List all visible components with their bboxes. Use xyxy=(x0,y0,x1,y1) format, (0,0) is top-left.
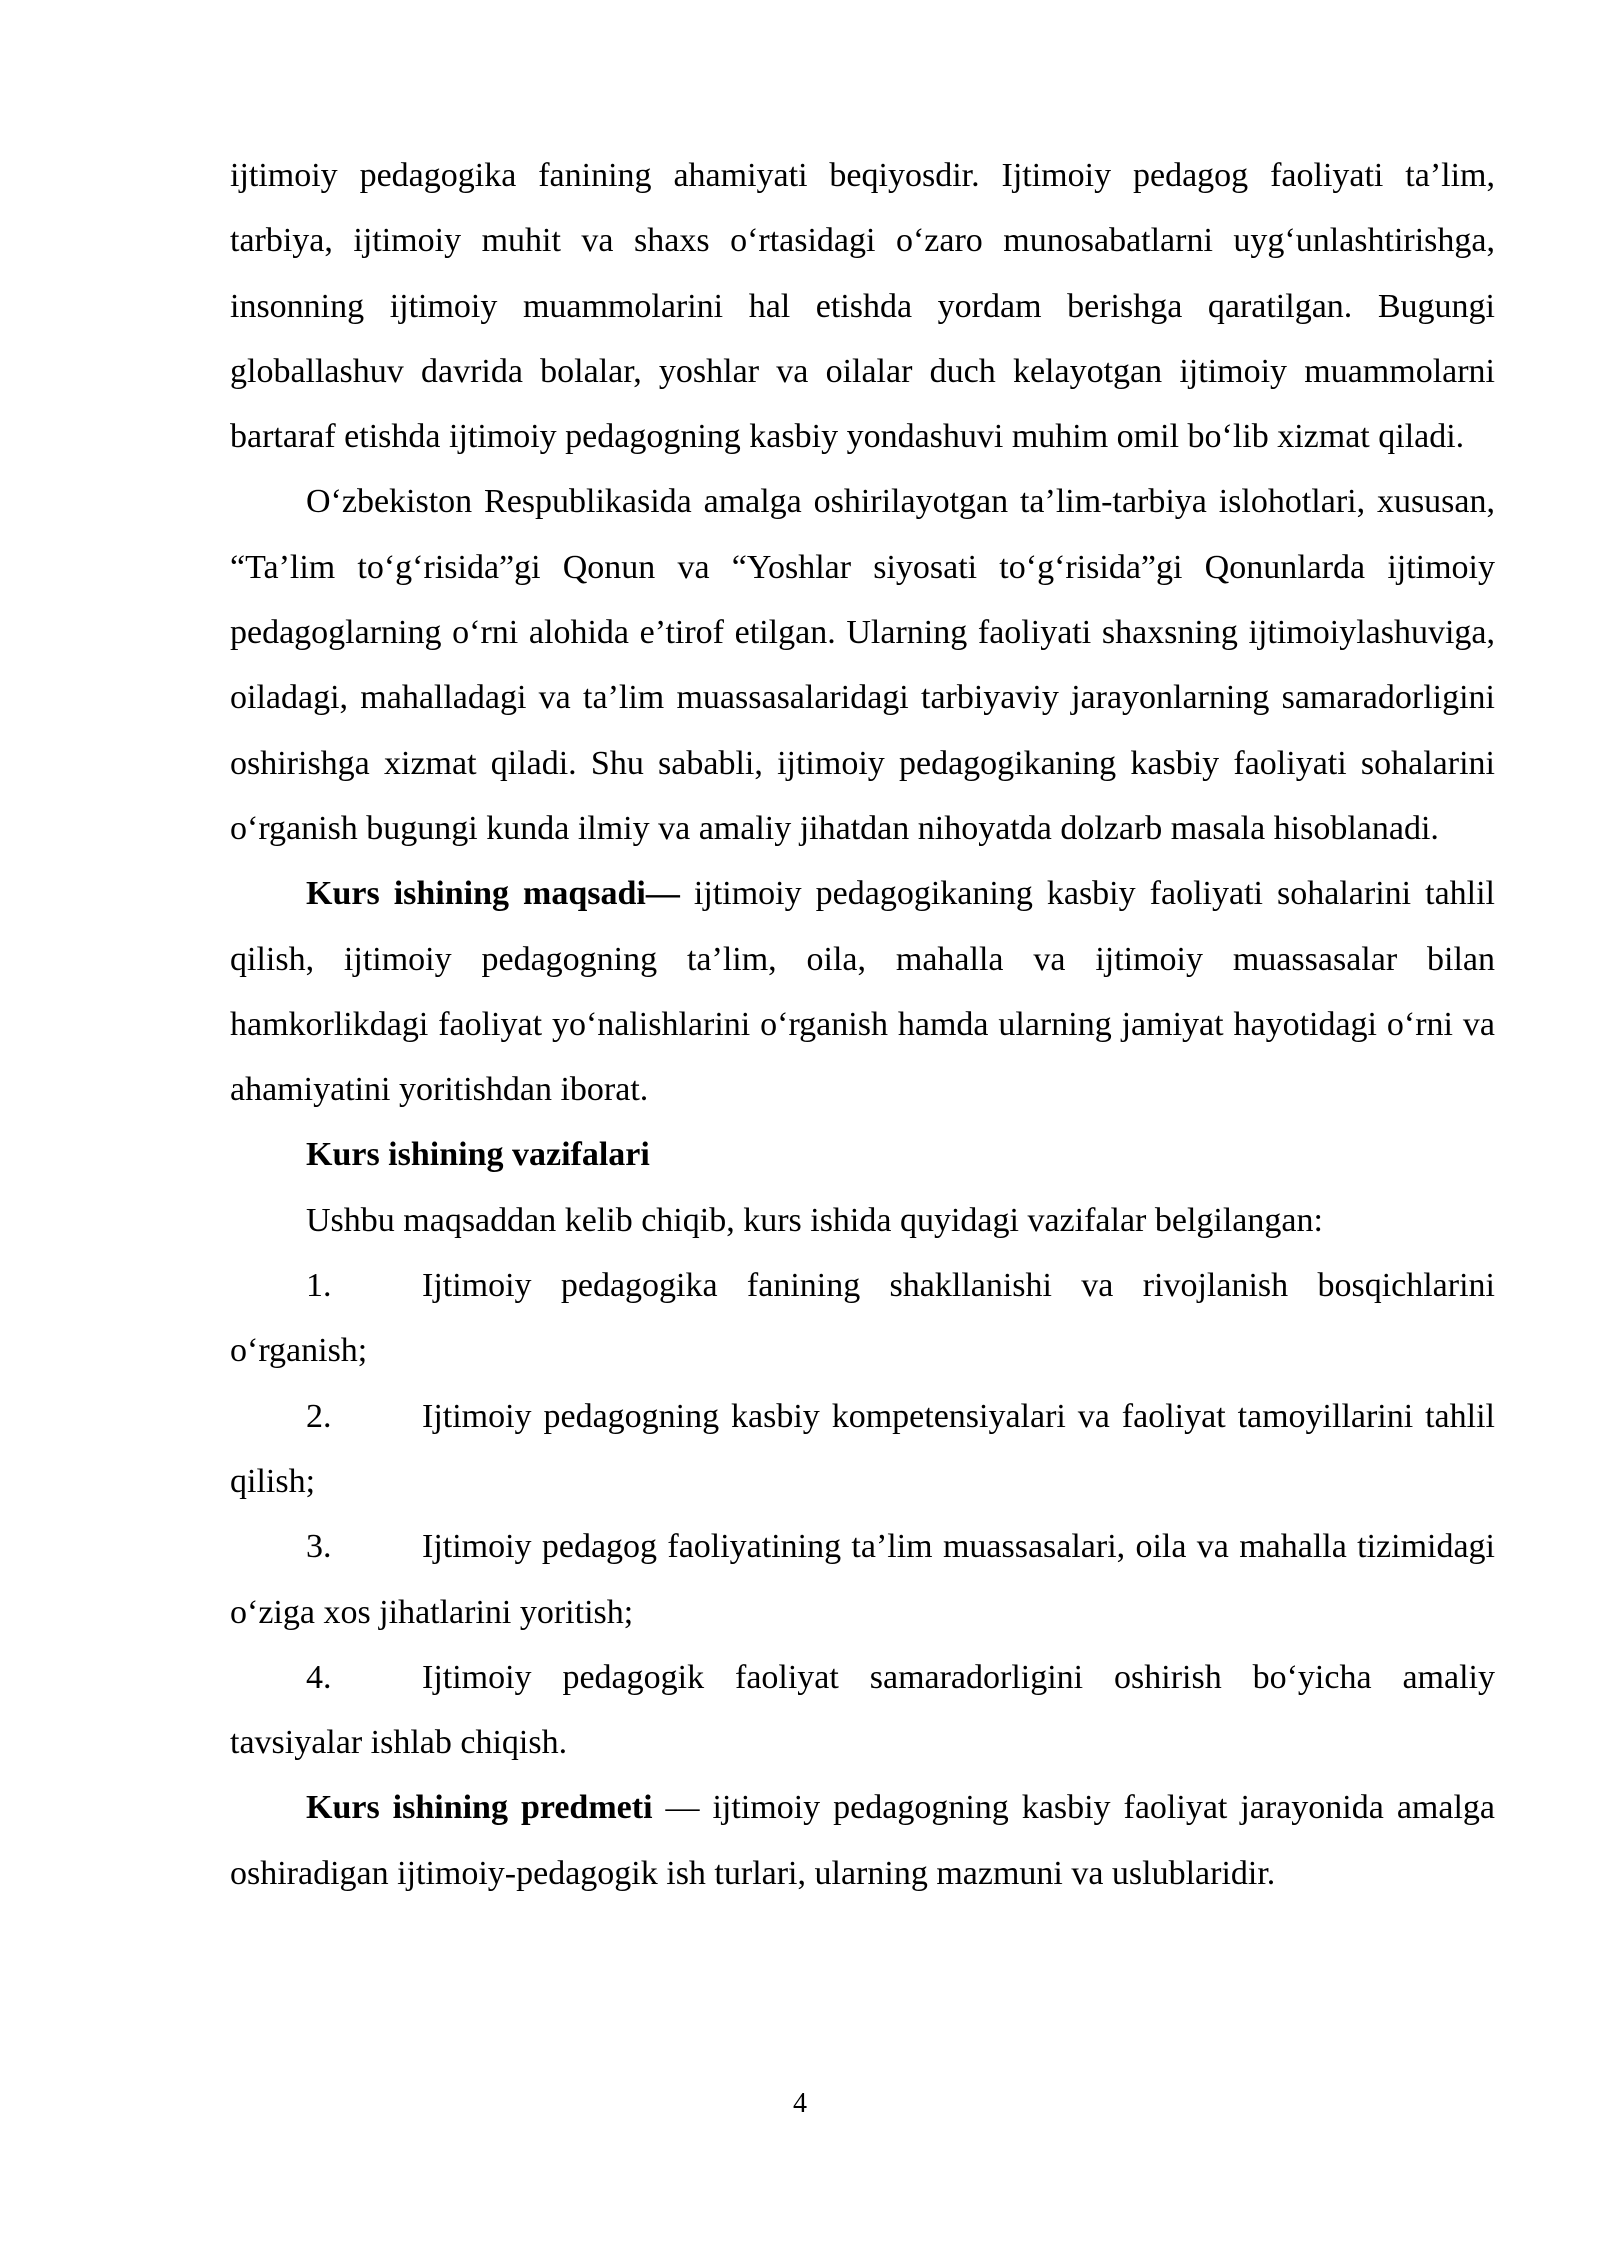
page-number: 4 xyxy=(793,2088,807,2119)
subject-text: — ijtimoiy pedagogning kasbiy faoliyat jarayonida amalga oshiradigan ijtimoiy-pedagogik ish turlari, ularning mazmuni va uslublaridir. xyxy=(230,1789,1495,1892)
paragraph-legislation: O‘zbekiston Respublikasida amalga oshirilayotgan ta’lim-tarbiya islohotlari, xususan, “Ta’lim to‘g‘risida”gi Qonun va “Yoshlar siyosati to‘g‘risida”gi Qonunlarda ijtimoiy pedagoglarning o‘rni alohida e’tirof etilgan. Ularning faoliyati shaxsning ijtimoiylashuviga, oiladagi, mahalladagi va ta’lim muassasalaridagi tarbiyaviy jarayonlarning samaradorligini oshirishga xizmat qiladi. Shu sababli, ijtimoiy pedagogikaning kasbiy faoliyati sohalarini o‘rganish bugungi kunda ilmiy va amaliy jihatdan nihoyatda dolzarb masala hisoblanadi. xyxy=(230,483,1495,847)
task-number: 3. xyxy=(306,1528,332,1566)
paragraph-goal xyxy=(230,861,1495,1122)
tasks-intro: Ushbu maqsaddan kelib chiqib, kurs ishida quyidagi vazifalar belgilangan: xyxy=(306,1201,1323,1239)
task-item-3 xyxy=(230,1514,1495,1645)
task-number: 1. xyxy=(306,1267,332,1305)
paragraph-intro-continuation: ijtimoiy pedagogika fanining ahamiyati beqiyosdir. Ijtimoiy pedagog faoliyati ta’lim, tarbiya, ijtimoiy muhit va shaxs o‘rtasidagi o‘zaro munosabatlarni uyg‘unlashtirishga, insonning ijtimoiy muammolarini hal etishda yordam berishga qaratilgan. Bugungi globallashuv davrida bolalar, yoshlar va oilalar duch kelayotgan ijtimoiy muammolarni bartaraf etishda ijtimoiy pedagogning kasbiy yondashuvi muhim omil bo‘lib xizmat qiladi. xyxy=(230,157,1495,456)
task-text: Ijtimoiy pedagogik faoliyat samaradorligini oshirish bo‘yicha amaliy tavsiyalar ishlab chiqish. xyxy=(230,1658,1495,1762)
task-number: 2. xyxy=(306,1397,332,1435)
tasks-heading: Kurs ishining vazifalari xyxy=(306,1136,650,1174)
task-text: Ijtimoiy pedagogning kasbiy kompetensiyalari va faoliyat tamoyillarini tahlil qilish; xyxy=(230,1397,1495,1500)
task-item-4 xyxy=(230,1645,1495,1776)
task-number: 4. xyxy=(306,1658,332,1696)
subject-label: Kurs ishining predmeti xyxy=(306,1789,653,1827)
paragraph-subject xyxy=(230,1775,1495,1906)
task-item-2 xyxy=(230,1384,1495,1515)
page-body xyxy=(230,143,1495,1906)
task-item-1 xyxy=(230,1253,1495,1384)
goal-label: Kurs ishining maqsadi— xyxy=(306,875,680,913)
task-text: Ijtimoiy pedagogika fanining shakllanishi va rivojlanish bosqichlarini o‘rganish; xyxy=(230,1267,1495,1370)
task-text: Ijtimoiy pedagog faoliyatining ta’lim muassasalari, oila va mahalla tizimidagi o‘ziga xos jihatlarini yoritish; xyxy=(230,1528,1495,1631)
goal-text: ijtimoiy pedagogikaning kasbiy faoliyati sohalarini tahlil qilish, ijtimoiy pedagogning ta’lim, oila, mahalla va ijtimoiy muassasalar bilan hamkorlikdagi faoliyat yo‘nalishlarini o‘rganish hamda ularning jamiyat hayotidagi o‘rni va ahamiyatini yoritishdan iborat. xyxy=(230,875,1495,1109)
